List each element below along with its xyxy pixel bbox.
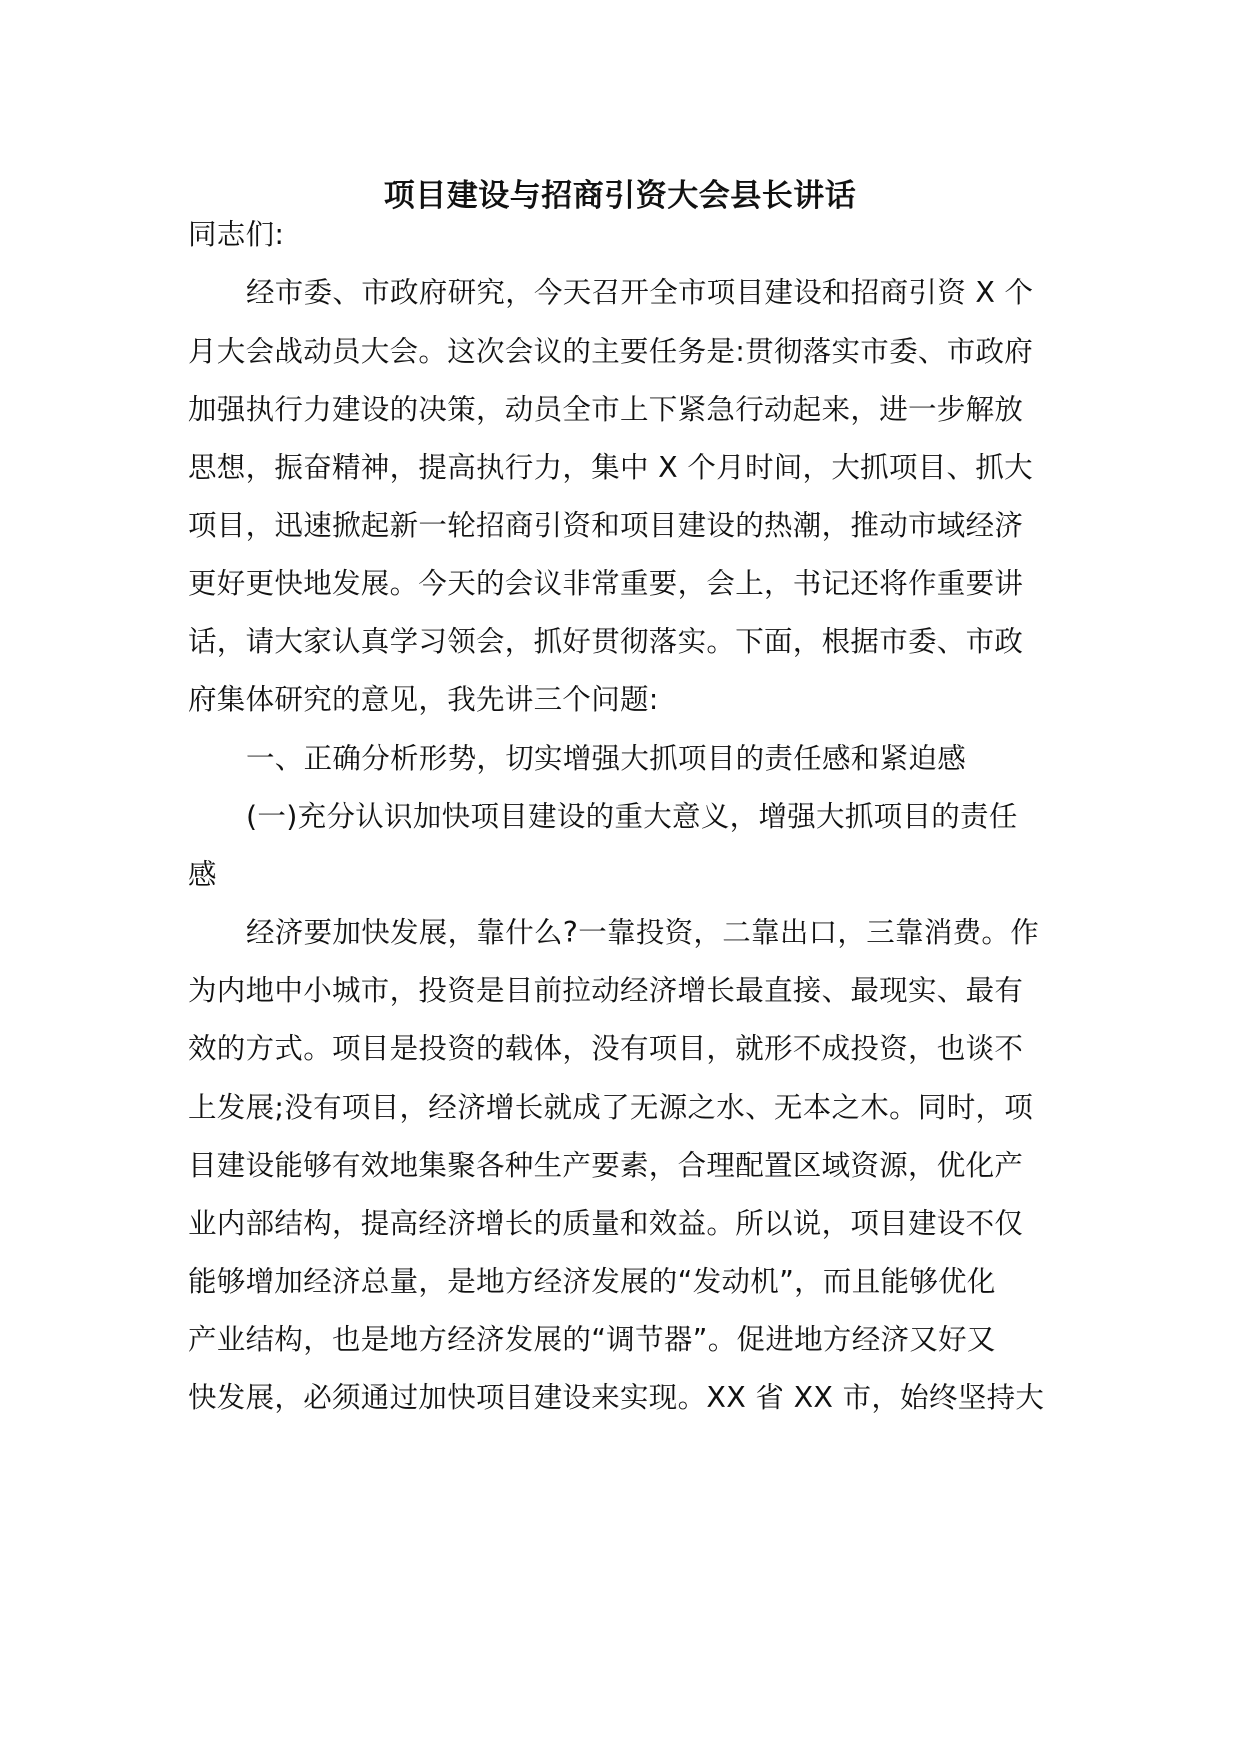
subsection-heading: (一)充分认识加快项目建设的重大意义，增强大抓项目的责任 xyxy=(246,800,1018,833)
paragraph-line: 产业结构，也是地方经济发展的“调节器”。促进地方经济又好又 xyxy=(188,1323,996,1356)
section-heading: 一、正确分析形势，切实增强大抓项目的责任感和紧迫感 xyxy=(246,742,967,775)
paragraph-line: 能够增加经济总量，是地方经济发展的“发动机”，而且能够优化 xyxy=(188,1265,996,1298)
paragraph-line: 更好更快地发展。今天的会议非常重要，会上，书记还将作重要讲 xyxy=(188,567,1024,600)
paragraph-line: 经市委、市政府研究，今天召开全市项目建设和招商引资 X 个 xyxy=(246,276,1034,309)
paragraph-line: 上发展;没有项目，经济增长就成了无源之水、无本之木。同时，项 xyxy=(188,1091,1034,1124)
document-title: 项目建设与招商引资大会县长讲话 xyxy=(383,178,857,214)
paragraph-line: 业内部结构，提高经济增长的质量和效益。所以说，项目建设不仅 xyxy=(188,1207,1024,1240)
paragraph-line: 思想，振奋精神，提高执行力，集中 X 个月时间，大抓项目、抓大 xyxy=(188,451,1033,484)
paragraph-line: 经济要加快发展，靠什么?一靠投资，二靠出口，三靠消费。作 xyxy=(246,916,1040,949)
paragraph-line: 效的方式。项目是投资的载体，没有项目，就形不成投资，也谈不 xyxy=(188,1032,1024,1065)
paragraph-line: 为内地中小城市，投资是目前拉动经济增长最直接、最现实、最有 xyxy=(188,974,1024,1007)
paragraph-line: 府集体研究的意见，我先讲三个问题: xyxy=(188,683,659,716)
paragraph-line: 月大会战动员大会。这次会议的主要任务是:贯彻落实市委、市政府 xyxy=(188,335,1034,368)
paragraph-line: 项目，迅速掀起新一轮招商引资和项目建设的热潮，推动市域经济 xyxy=(188,509,1024,542)
paragraph-line: 目建设能够有效地集聚各种生产要素，合理配置区域资源，优化产 xyxy=(188,1149,1024,1182)
paragraph-line: 话，请大家认真学习领会，抓好贯彻落实。下面，根据市委、市政 xyxy=(188,625,1024,658)
paragraph-line: 快发展，必须通过加快项目建设来实现。XX 省 XX 市，始终坚持大 xyxy=(188,1381,1045,1414)
salutation: 同志们: xyxy=(188,218,285,251)
paragraph-line: 加强执行力建设的决策，动员全市上下紧急行动起来，进一步解放 xyxy=(188,393,1024,426)
subsection-heading-continued: 感 xyxy=(188,858,217,891)
